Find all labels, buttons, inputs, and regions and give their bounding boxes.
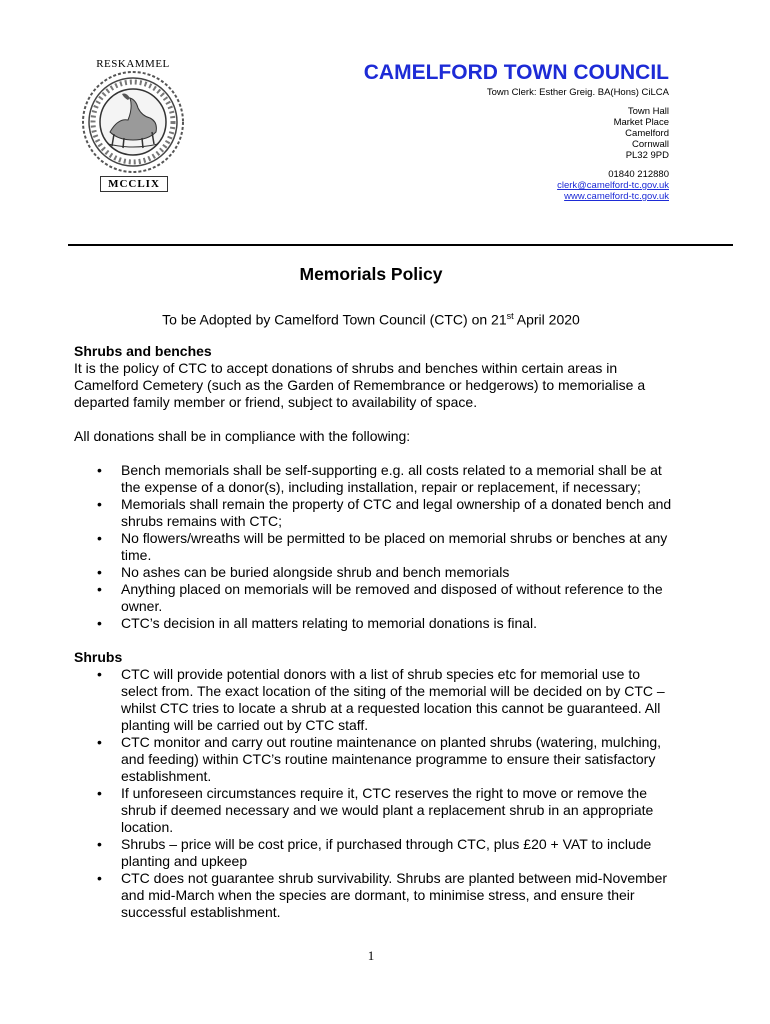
list-item: • CTC does not guarantee shrub survivability. Shrubs are planted between mid-November and mid-March when the species are dormant, to minimise stress, and ensure their successful establishment.	[74, 870, 674, 921]
ordinal-suffix: st	[506, 311, 514, 321]
address-line: Camelford	[625, 128, 669, 139]
intro-paragraph: It is the policy of CTC to accept donations of shrubs and benches within certain areas in Camelford Cemetery (such as the Garden of Remembrance or hedgerows) to memorialise a departed family member or friend, subject to availability of space.	[74, 360, 646, 410]
contact-block	[364, 169, 669, 202]
donation-rules-list	[74, 462, 674, 632]
town-clerk: Town Clerk: Esther Greig. BA(Hons) CiLCA	[486, 87, 669, 98]
list-item: • CTC will provide potential donors with a list of shrub species etc for memorial use to select from. The exact location of the siting of the memorial will be decided on by CTC – whilst CTC tries to locate a shrub at a requested location this cannot be guaranteed. All planting will be carried out by CTC staff.	[74, 666, 674, 734]
list-item: • No flowers/wreaths will be permitted to be placed on memorial shrubs or benches at any time.	[74, 530, 674, 564]
letterhead	[364, 60, 669, 202]
section-heading-shrubs-benches: Shrubs and benches	[74, 343, 212, 359]
council-crest	[78, 58, 188, 198]
section-heading-shrubs: Shrubs	[74, 649, 123, 665]
list-item: • Memorials shall remain the property of CTC and legal ownership of a donated bench and shrubs remains with CTC;	[74, 496, 674, 530]
list-item: • CTC’s decision in all matters relating to memorial donations is final.	[74, 615, 674, 632]
address-line: PL32 9PD	[625, 150, 669, 161]
phone-number: 01840 212880	[608, 169, 669, 180]
address-block	[364, 106, 669, 161]
email-link[interactable]: clerk@camelford-tc.gov.uk	[557, 180, 669, 191]
list-item: • CTC monitor and carry out routine maintenance on planted shrubs (watering, mulching, and feeding) within CTC’s routine maintenance programme to ensure their satisfactory establishment.	[74, 734, 674, 785]
address-line: Cornwall	[632, 139, 669, 150]
list-item: • Anything placed on memorials will be removed and disposed of without reference to the owner.	[74, 581, 674, 615]
adoption-statement	[0, 311, 742, 328]
adoption-text: To be Adopted by Camelford Town Council (CTC) on 21	[162, 311, 507, 328]
shrub-rules-list	[74, 666, 674, 921]
header-divider	[68, 244, 733, 246]
website-link[interactable]: www.camelford-tc.gov.uk	[564, 191, 669, 202]
list-item: • If unforeseen circumstances require it, CTC reserves the right to move or remove the shrub if deemed necessary and we would plant a replacement shrub in an appropriate location.	[74, 785, 674, 836]
list-item: • Bench memorials shall be self-supporting e.g. all costs related to a memorial shall be at the expense of a donor(s), including installation, repair or replacement, if necessary;	[74, 462, 674, 496]
document-title: Memorials Policy	[299, 264, 443, 284]
crest-motto: RESKAMMEL	[96, 58, 170, 70]
address-line: Town Hall	[627, 106, 669, 117]
council-name: CAMELFORD TOWN COUNCIL	[363, 61, 669, 84]
address-line: Market Place	[613, 117, 669, 128]
page-number: 1	[367, 948, 375, 963]
list-item: • No ashes can be buried alongside shrub and bench memorials	[74, 564, 674, 581]
policy-body	[74, 343, 674, 921]
compliance-paragraph: All donations shall be in compliance with the following:	[74, 428, 411, 444]
crest-date-banner: MCCLIX	[100, 176, 168, 192]
list-item: • Shrubs – price will be cost price, if purchased through CTC, plus £20 + VAT to include planting and upkeep	[74, 836, 674, 870]
crest-seal-icon	[78, 70, 188, 178]
adoption-date: April 2020	[513, 311, 580, 328]
